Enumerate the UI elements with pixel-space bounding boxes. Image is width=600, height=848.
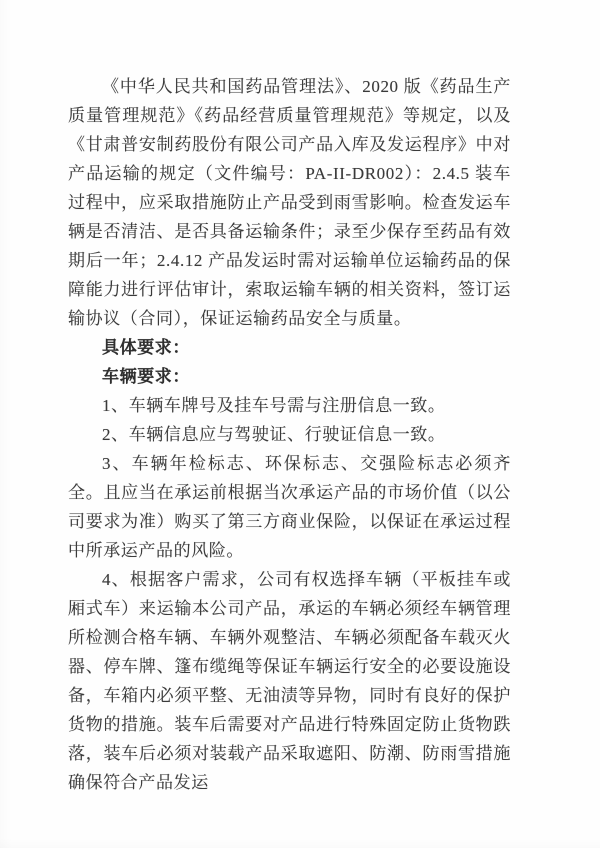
section-heading: 车辆要求： xyxy=(102,367,190,386)
paragraph: 4、根据客户需求，公司有权选择车辆（平板挂车或厢式车）来运输本公司产品，承运的车辆必须经车辆管理所检测合格车辆、车辆外观整洁、车辆必须配备车载灭火器、停车牌、篷布缆绳等保证车辆运行安全的必要设施设备，车箱内必须平整、无油渍等异物，同时有良好的保护货物的措施。装车后需要对产品进行特殊固定防止货物跌落，装车后必须对装载产品采取遮阳、防潮、防雨雪措施确保符合产品发运 xyxy=(68,570,511,792)
section-heading: 具体要求： xyxy=(102,338,190,357)
paragraph: 2、车辆信息应与驾驶证、行驶证信息一致。 xyxy=(102,425,446,444)
document-content xyxy=(68,72,511,797)
paragraph: 《中华人民共和国药品管理法》、2020 版《药品生产质量管理规范》《药品经营质量管理规范》等规定，以及《甘肃普安制药股份有限公司产品入库及发运程序》中对产品运输的规定（文件编号：PA-II-DR002）：2.4.5 装车过程中，应采取措施防止产品受到雨雪影响。检查发运车辆是否清洁、是否具备运输条件；录至少保存至药品有效期后一年；2.4.12 产品发运时需对运输单位运输药品的保障能力进行评估审计，索取运输车辆的相关资料，签订运输协议（合同），保证运输药品安全与质量。 xyxy=(68,77,511,328)
paragraph: 3、车辆年检标志、环保标志、交强险标志必须齐全。且应当在承运前根据当次承运产品的市场价值（以公司要求为准）购买了第三方商业保险，以保证在承运过程中所承运产品的风险。 xyxy=(68,454,511,560)
paragraph: 1、车辆车牌号及挂车号需与注册信息一致。 xyxy=(102,396,446,415)
